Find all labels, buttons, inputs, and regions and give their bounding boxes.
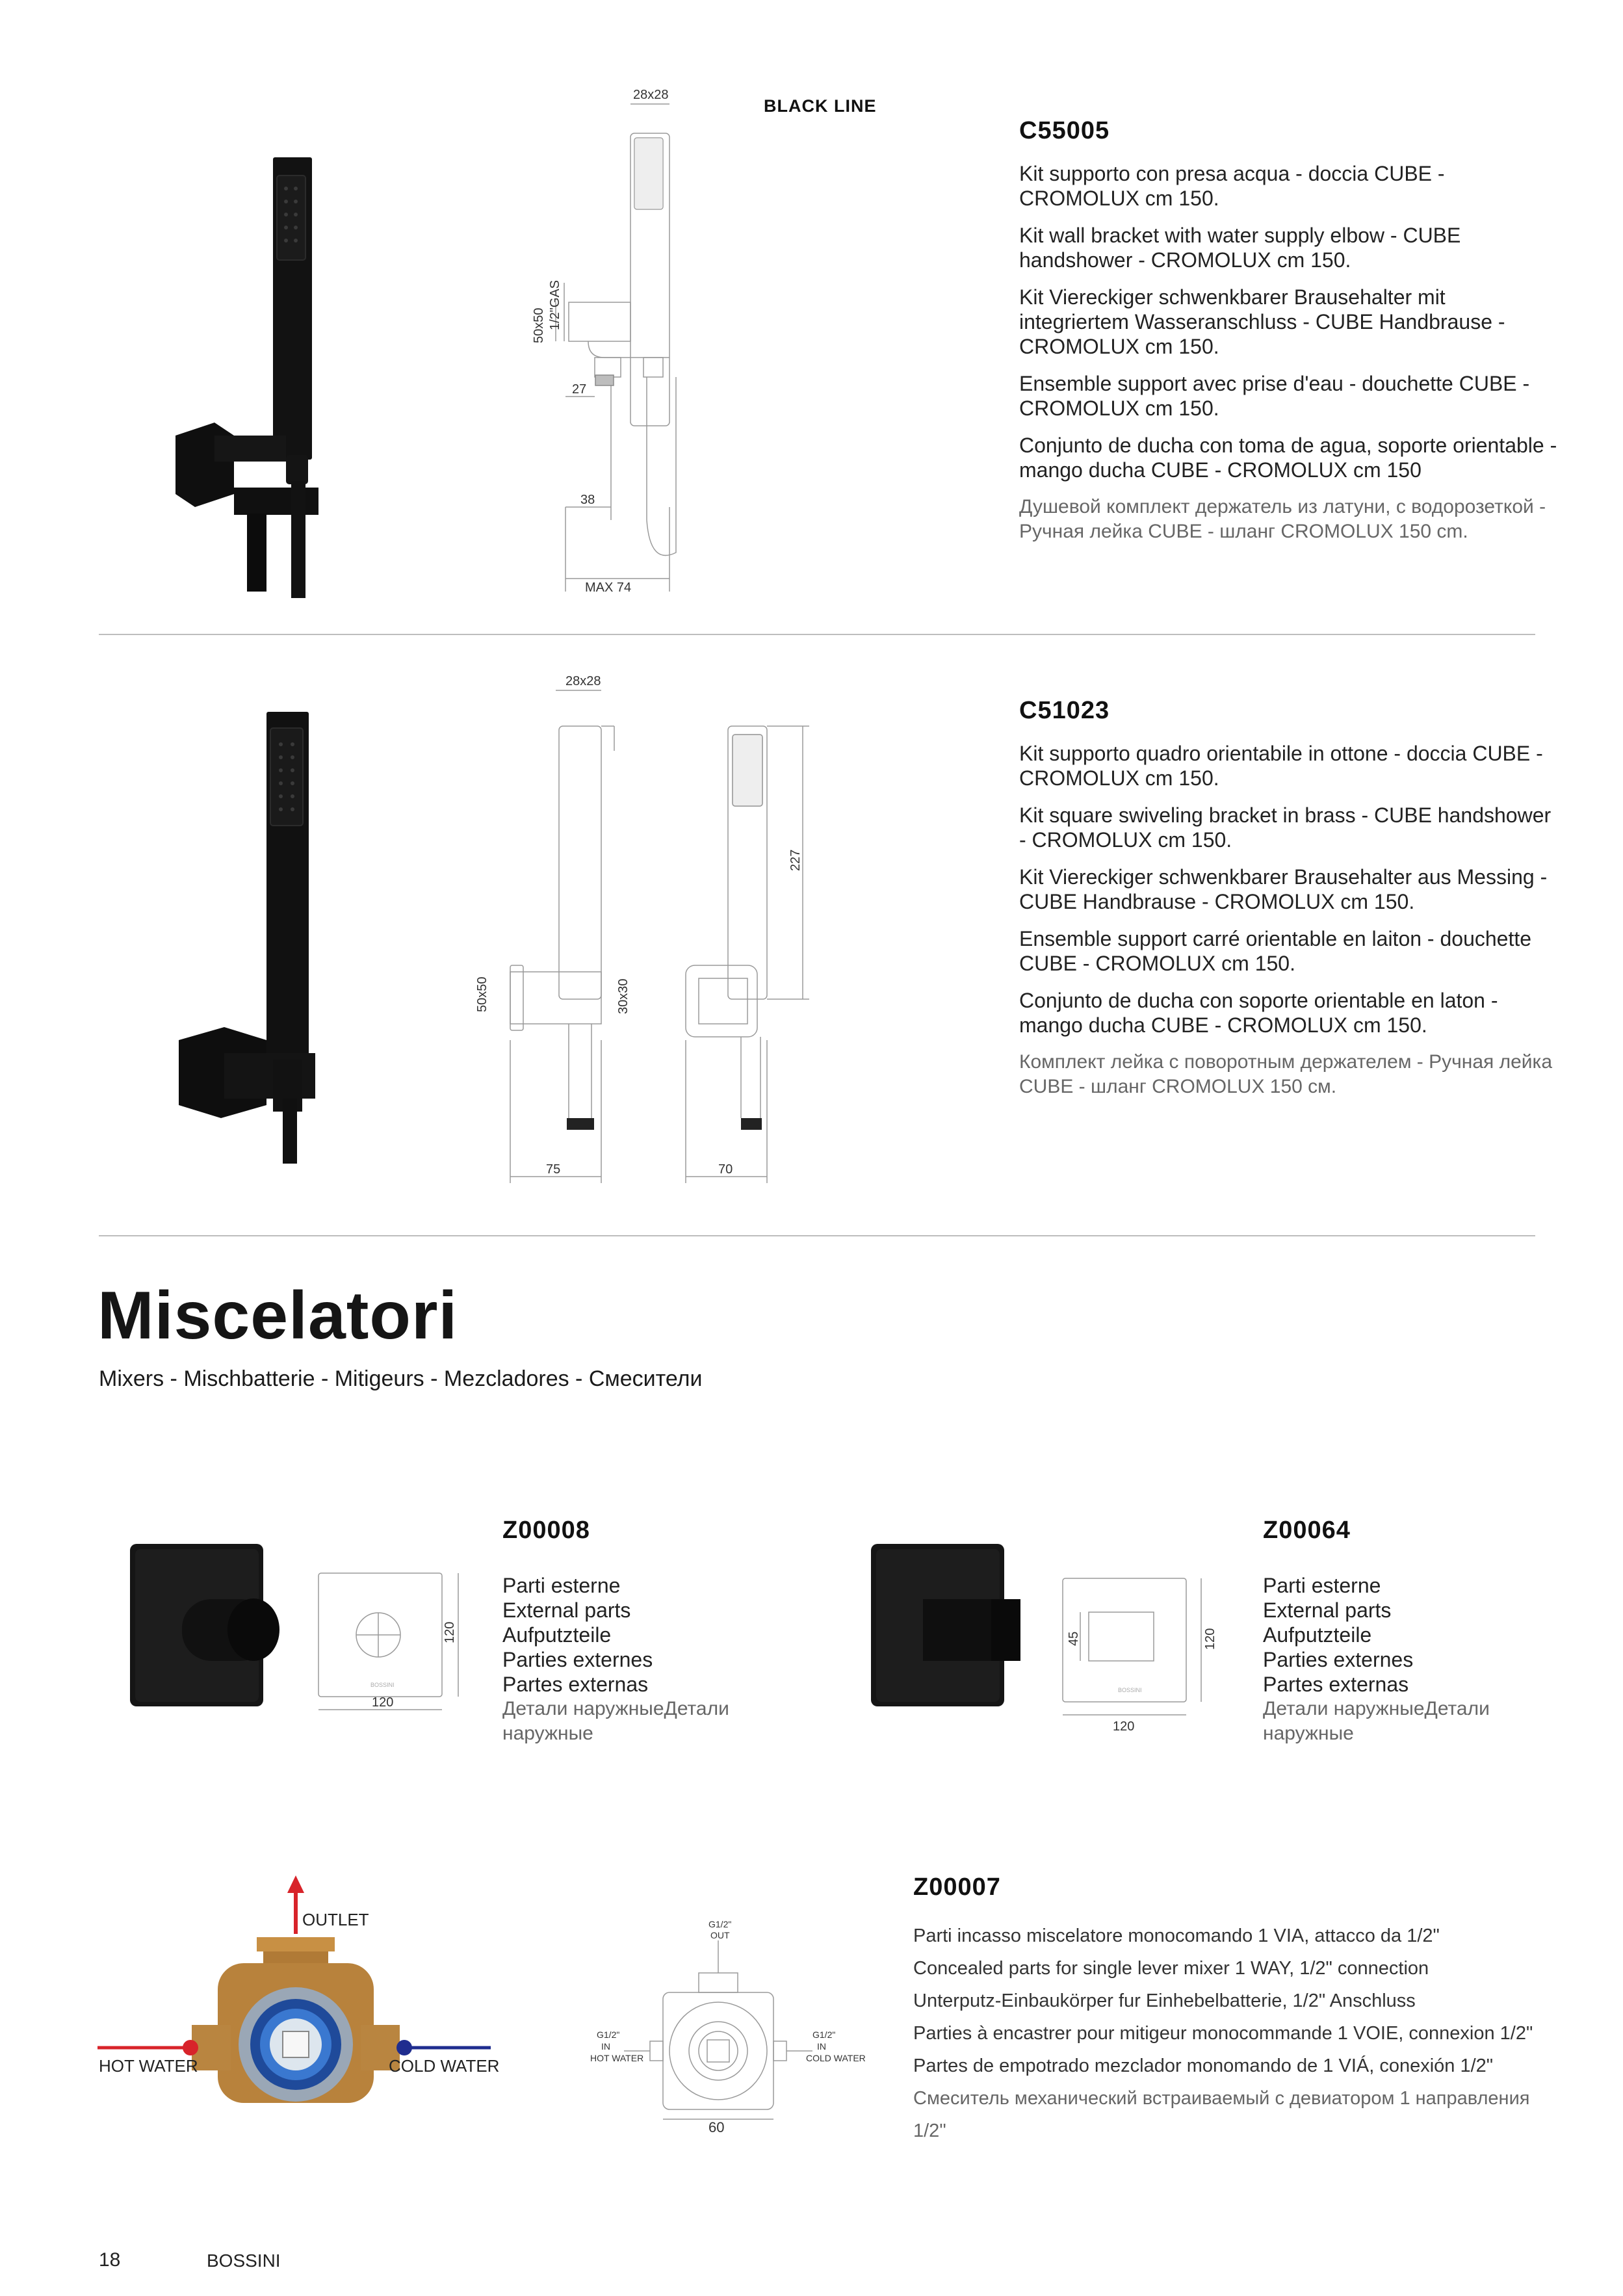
- z00007-dim-hot-2: IN: [601, 2041, 610, 2052]
- z00007-line-fr: Parties à encastrer pour mitigeur monocommande 1 VOIE, connexion 1/2": [913, 2023, 1533, 2044]
- z00007-line-de: Unterputz-Einbaukörper fur Einhebelbatterie, 1/2" Anschluss: [913, 1990, 1416, 2011]
- z00007-line-es: Partes de empotrado mezclador monomando de 1 VIÁ, conexión 1/2": [913, 2055, 1494, 2076]
- valve-diagram: [97, 1872, 500, 2145]
- divider-2: [99, 1235, 1535, 1236]
- z00007-line-en: Concealed parts for single lever mixer 1 WAY, 1/2" connection: [913, 1958, 1429, 1979]
- z00064-technical-drawing: [1053, 1567, 1217, 1734]
- z00064-dim-h: 120: [1203, 1628, 1217, 1650]
- c51023-product-photo: [175, 709, 357, 1164]
- z00008-line-es: Partes externas: [502, 1673, 649, 1696]
- z00008-line-de: Aufputzteile: [502, 1623, 612, 1647]
- z00064-description: [1263, 1573, 1510, 1746]
- z00008-line-it: Parti esterne: [502, 1574, 621, 1597]
- z00008-technical-drawing: [312, 1567, 474, 1723]
- c55005-desc-de: Kit Viereckiger schwenkbarer Brausehalter mit integriertem Wasseranschluss - CUBE Handbrause - CROMOLUX cm 150.: [1019, 285, 1505, 358]
- z00007-dim-out-2: OUT: [710, 1930, 730, 1940]
- c55005-description: [1019, 161, 1559, 556]
- z00008-code: Z00008: [502, 1517, 590, 1544]
- z00064-line-es: Partes externas: [1263, 1673, 1409, 1696]
- z00064-code: Z00064: [1263, 1517, 1351, 1544]
- c55005-desc-en: Kit wall bracket with water supply elbow - CUBE handshower - CROMOLUX cm 150.: [1019, 224, 1461, 272]
- section-title: Miscelatori: [97, 1278, 458, 1353]
- c51023-desc-it: Kit supporto quadro orientabile in ottone - doccia CUBE - CROMOLUX cm 150.: [1019, 742, 1543, 790]
- svg-text:BOSSINI: BOSSINI: [1118, 1687, 1142, 1693]
- z00007-code: Z00007: [913, 1873, 1001, 1901]
- z00008-dim-w: 120: [372, 1695, 394, 1710]
- c51023-description: [1019, 741, 1559, 1112]
- divider-1: [99, 634, 1535, 635]
- z00007-line-it: Parti incasso miscelatore monocomando 1 VIA, attacco da 1/2": [913, 1925, 1440, 1946]
- c55005-desc-es: Conjunto de ducha con toma de agua, soporte orientable - mango ducha CUBE - CROMOLUX cm 150: [1019, 434, 1557, 482]
- z00007-dim-width: 60: [708, 2119, 725, 2135]
- c55005-code: C55005: [1019, 117, 1110, 144]
- valve-outlet-label: OUTLET: [302, 1910, 369, 1929]
- z00064-product-photo: [868, 1541, 1030, 1710]
- z00064-line-de: Aufputzteile: [1263, 1623, 1372, 1647]
- c51023-desc-es: Conjunto de ducha con soporte orientable en laton - mango ducha CUBE - CROMOLUX cm 150.: [1019, 989, 1498, 1037]
- z00064-line-ru: Детали наружныеДетали наружные: [1263, 1698, 1490, 1744]
- z00007-technical-drawing: [578, 1911, 871, 2139]
- z00008-line-en: External parts: [502, 1598, 631, 1622]
- c55005-desc-it: Kit supporto con presa acqua - doccia CUBE - CROMOLUX cm 150.: [1019, 162, 1445, 210]
- c51023-desc-de: Kit Viereckiger schwenkbarer Brausehalter aus Messing - CUBE Handbrause - CROMOLUX cm 150.: [1019, 865, 1548, 913]
- z00008-dim-h: 120: [443, 1621, 457, 1643]
- z00064-line-it: Parti esterne: [1263, 1574, 1381, 1597]
- z00008-product-photo: [127, 1541, 289, 1710]
- z00007-dim-out-1: G1/2": [708, 1919, 732, 1929]
- c55005-dim-max: MAX 74: [585, 581, 632, 595]
- z00064-line-en: External parts: [1263, 1598, 1392, 1622]
- c51023-dim-70: 70: [718, 1162, 733, 1177]
- c51023-code: C51023: [1019, 697, 1110, 724]
- c51023-dim-inner: 30x30: [616, 978, 630, 1014]
- c51023-dim-height: 227: [788, 849, 803, 871]
- z00007-dim-hot-3: HOT WATER: [590, 2053, 644, 2063]
- c55005-dim-38: 38: [580, 493, 595, 507]
- footer-brand: BOSSINI: [207, 2250, 281, 2271]
- z00007-dim-cold-3: COLD WATER: [806, 2053, 866, 2063]
- z00064-line-fr: Parties externes: [1263, 1648, 1414, 1671]
- c55005-technical-drawing: [455, 85, 728, 605]
- z00007-dim-hot-1: G1/2": [597, 2029, 620, 2040]
- c55005-product-photo: [149, 150, 344, 605]
- z00007-description: [913, 1920, 1550, 2147]
- z00007-line-ru: Смеситель механический встраиваемый с девиатором 1 направления 1/2": [913, 2088, 1530, 2141]
- c51023-desc-fr: Ensemble support carré orientable en laiton - douchette CUBE - CROMOLUX cm 150.: [1019, 927, 1532, 975]
- c51023-technical-drawing: [455, 676, 819, 1190]
- series-label: BLACK LINE: [764, 96, 877, 116]
- section-subtitle: Mixers - Mischbatterie - Mitigeurs - Mezcladores - Смесители: [99, 1366, 703, 1391]
- page-number: 18: [99, 2249, 121, 2271]
- z00008-line-fr: Parties externes: [502, 1648, 653, 1671]
- c55005-dim-27: 27: [572, 382, 587, 397]
- z00007-dim-cold-2: IN: [817, 2041, 826, 2052]
- z00064-dim-inner: 45: [1067, 1631, 1081, 1646]
- z00008-line-ru: Детали наружныеДетали наружные: [502, 1698, 729, 1744]
- c55005-desc-fr: Ensemble support avec prise d'eau - douchette CUBE - CROMOLUX cm 150.: [1019, 372, 1530, 420]
- c51023-desc-en: Kit square swiveling bracket in brass - CUBE handshower - CROMOLUX cm 150.: [1019, 803, 1552, 852]
- c51023-desc-ru: Комплект лейка с поворотным держателем - Ручная лейка CUBE - шланг CROMOLUX 150 см.: [1019, 1051, 1553, 1097]
- valve-hot-water-label: HOT WATER: [99, 2056, 198, 2076]
- c55005-dim-side: 50x50: [532, 307, 546, 343]
- c51023-dim-side: 50x50: [475, 976, 489, 1012]
- c51023-dim-top: 28x28: [565, 674, 601, 688]
- valve-cold-water-label: COLD WATER: [389, 2056, 500, 2076]
- c51023-dim-75: 75: [546, 1162, 561, 1177]
- svg-text:BOSSINI: BOSSINI: [370, 1682, 395, 1688]
- c55005-dim-top: 28x28: [633, 88, 669, 102]
- z00007-dim-cold-1: G1/2": [812, 2029, 836, 2040]
- c55005-dim-gas: 1/2"GAS: [548, 280, 562, 330]
- z00008-description: [502, 1573, 749, 1746]
- c55005-desc-ru: Душевой комплект держатель из латуни, с водорозеткой - Ручная лейка CUBE - шланг CROMOLUX 150 cm.: [1019, 496, 1546, 542]
- z00064-dim-w: 120: [1113, 1719, 1135, 1734]
